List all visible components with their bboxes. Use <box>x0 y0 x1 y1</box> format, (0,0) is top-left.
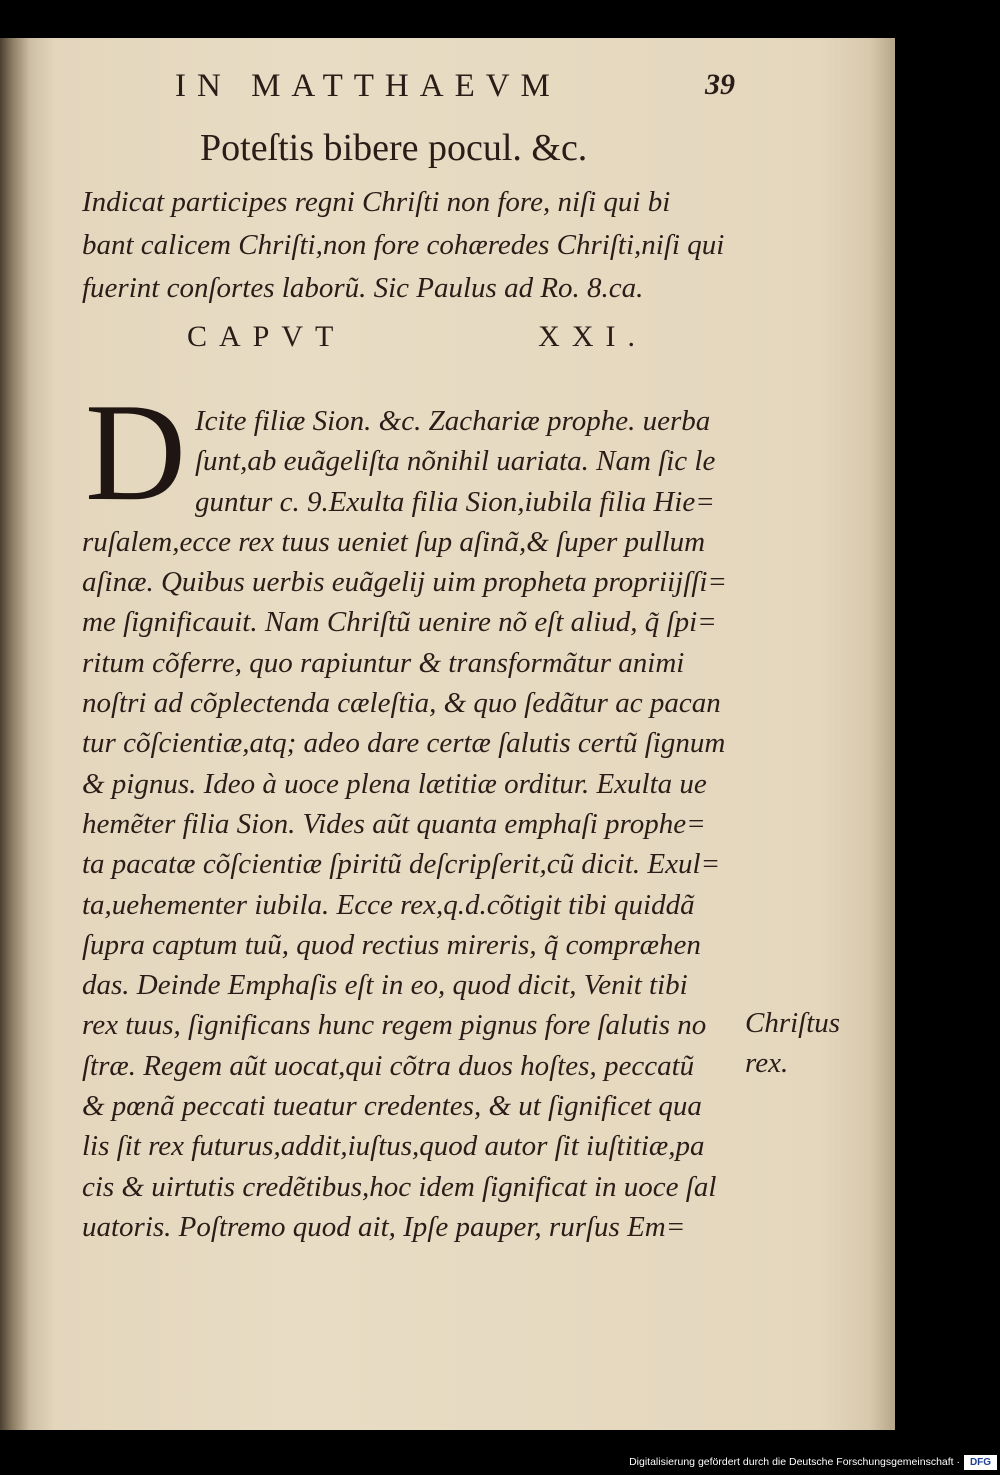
gloss-line: fuerint conſortes laborũ. Sic Paulus ad Ro. 8.ca. <box>82 272 644 304</box>
page-header <box>175 68 735 118</box>
body-line: cis & uirtutis credẽtibus,hoc idem ſignificat in uoce ſal <box>82 1170 717 1203</box>
gloss-paragraph <box>82 181 742 310</box>
book-page <box>0 38 895 1430</box>
funding-credit: Digitalisierung gefördert durch die Deutsche Forschungsgemeinschaft · <box>629 1456 960 1468</box>
body-line: ſtræ. Regem aũt uocat,qui cõtra duos hoſtes, peccatũ <box>82 1049 695 1082</box>
body-line: Icite filiæ Sion. &c. Zachariæ prophe. uerba <box>195 405 711 437</box>
body-line: ſupra captum tuũ, quod rectius mireris, q̃ compræhen <box>82 928 701 961</box>
body-line: uatoris. Poſtremo quod ait, Ipſe pauper, rurſus Em= <box>82 1210 686 1243</box>
digitization-footer <box>0 1452 1000 1475</box>
lemma-heading: Poteſtis bibere pocul. &c. <box>200 127 588 169</box>
body-line: rex tuus, ſignificans hunc regem pignus fore ſalutis no <box>82 1009 707 1042</box>
gloss-line: bant calicem Chriſti,non fore cohæredes Chriſti,niſi qui <box>82 229 725 261</box>
body-line: ritum cõferre, quo rapiuntur & transformãtur animi <box>82 646 685 679</box>
body-line: noſtri ad cõplectenda cæleſtia, & quo ſedãtur ac pacan <box>82 687 721 720</box>
chapter-label: CAPVT <box>187 320 346 353</box>
commentary-body <box>82 401 742 1247</box>
body-line: das. Deinde Emphaſis eſt in eo, quod dicit, Venit tibi <box>82 969 688 1002</box>
body-line: guntur c. 9.Exulta filia Sion,iubila filia Hie= <box>195 485 715 518</box>
body-line: me ſignificauit. Nam Chriſtũ uenire nõ eſt aliud, q̃ ſpi= <box>82 606 717 639</box>
chapter-number: XXI. <box>538 320 647 353</box>
body-line: & pignus. Ideo à uoce plena lætitiæ orditur. Exulta ue <box>82 767 707 800</box>
body-line: & pœnã peccati tueatur credentes, & ut ſignificet qua <box>82 1090 702 1123</box>
body-line: ruſalem,ecce rex tuus ueniet ſup aſinã,& ſuper pullum <box>82 525 706 558</box>
body-line: aſinæ. Quibus uerbis euãgelij uim propheta propriijſſi= <box>82 566 727 599</box>
chapter-heading <box>187 320 647 354</box>
marginal-note-line: Chriſtus <box>745 1007 841 1039</box>
body-line: ta pacatæ cõſcientiæ ſpiritũ deſcripſerit,cũ dicit. Exul= <box>82 848 721 881</box>
marginal-note-line: rex. <box>745 1047 789 1079</box>
body-line: tur cõſcientiæ,atq; adeo dare certæ ſalutis certũ ſignum <box>82 727 726 760</box>
running-head: IN MATTHAEVM <box>175 68 561 104</box>
page-number: 39 <box>705 68 735 101</box>
body-line: hemẽter filia Sion. Vides aũt quanta emphaſi prophe= <box>82 807 706 840</box>
drop-cap-initial: D <box>84 375 187 530</box>
gloss-line: Indicat participes regni Chriſti non fore, niſi qui bi <box>82 186 671 218</box>
marginal-note <box>745 1003 840 1083</box>
dfg-logo: DFG <box>964 1455 997 1470</box>
body-line: lis ſit rex futurus,addit,iuſtus,quod autor ſit iuſtitiæ,pa <box>82 1130 705 1163</box>
body-line: ſunt,ab euãgeliſta nõnihil uariata. Nam ſic le <box>195 445 716 478</box>
body-line: ta,uehementer iubila. Ecce rex,q.d.cõtigit tibi quiddã <box>82 888 695 921</box>
